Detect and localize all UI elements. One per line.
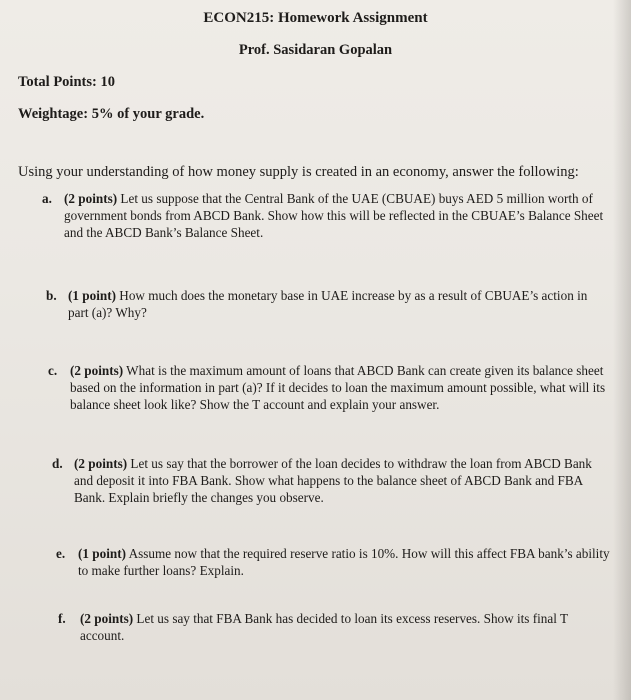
question-letter: d. bbox=[52, 456, 63, 471]
question-points: (2 points) bbox=[64, 191, 118, 206]
total-points: Total Points: 10 bbox=[18, 74, 115, 90]
question-points: (2 points) bbox=[70, 363, 124, 378]
question-d bbox=[52, 455, 612, 506]
question-e bbox=[56, 545, 611, 579]
question-points: (2 points) bbox=[80, 611, 134, 626]
question-text: Let us suppose that the Central Bank of the UAE (CBUAE) buys AED 5 million worth of government bonds from ABCD Bank. Show how this will be reflected in the CBUAE’s Balance Sheet and the ABCD Bank’s Balance Sheet. bbox=[64, 191, 604, 240]
instructions: Using your understanding of how money supply is created in an economy, answer the following: bbox=[18, 164, 579, 180]
question-text: Assume now that the required reserve ratio is 10%. How will this affect FBA bank’s ability to make further loans? Explain. bbox=[78, 546, 610, 578]
question-text: What is the maximum amount of loans that ABCD Bank can create given its balance sheet based on the information in part (a)? If it decides to loan the maximum amount possible, what will its balance sheet look like? Show the T account and explain your answer. bbox=[70, 363, 606, 412]
page-edge-shadow bbox=[613, 0, 631, 700]
question-letter: e. bbox=[56, 546, 66, 561]
question-points: (1 point) bbox=[78, 546, 126, 561]
question-letter: b. bbox=[46, 288, 57, 303]
document-title: ECON215: Homework Assignment bbox=[203, 10, 428, 26]
question-text: Let us say that FBA Bank has decided to loan its excess reserves. Show its final T account. bbox=[80, 611, 568, 643]
document-author: Prof. Sasidaran Gopalan bbox=[238, 42, 393, 58]
question-a bbox=[42, 190, 612, 241]
question-letter: f. bbox=[58, 611, 66, 626]
question-c bbox=[48, 362, 613, 413]
question-f bbox=[58, 610, 613, 644]
question-points: (1 point) bbox=[68, 288, 116, 303]
question-b bbox=[46, 287, 611, 321]
question-text: How much does the monetary base in UAE increase by as a result of CBUAE’s action in part (a)? Why? bbox=[68, 288, 588, 320]
question-text: Let us say that the borrower of the loan decides to withdraw the loan from ABCD Bank and deposit it into FBA Bank. Show what happens to the balance sheet of ABCD Bank and FBA Bank. Explain briefly the changes you observe. bbox=[74, 456, 592, 505]
weightage: Weightage: 5% of your grade. bbox=[18, 106, 205, 122]
question-letter: c. bbox=[48, 363, 58, 378]
question-letter: a. bbox=[42, 191, 52, 206]
question-points: (2 points) bbox=[74, 456, 128, 471]
